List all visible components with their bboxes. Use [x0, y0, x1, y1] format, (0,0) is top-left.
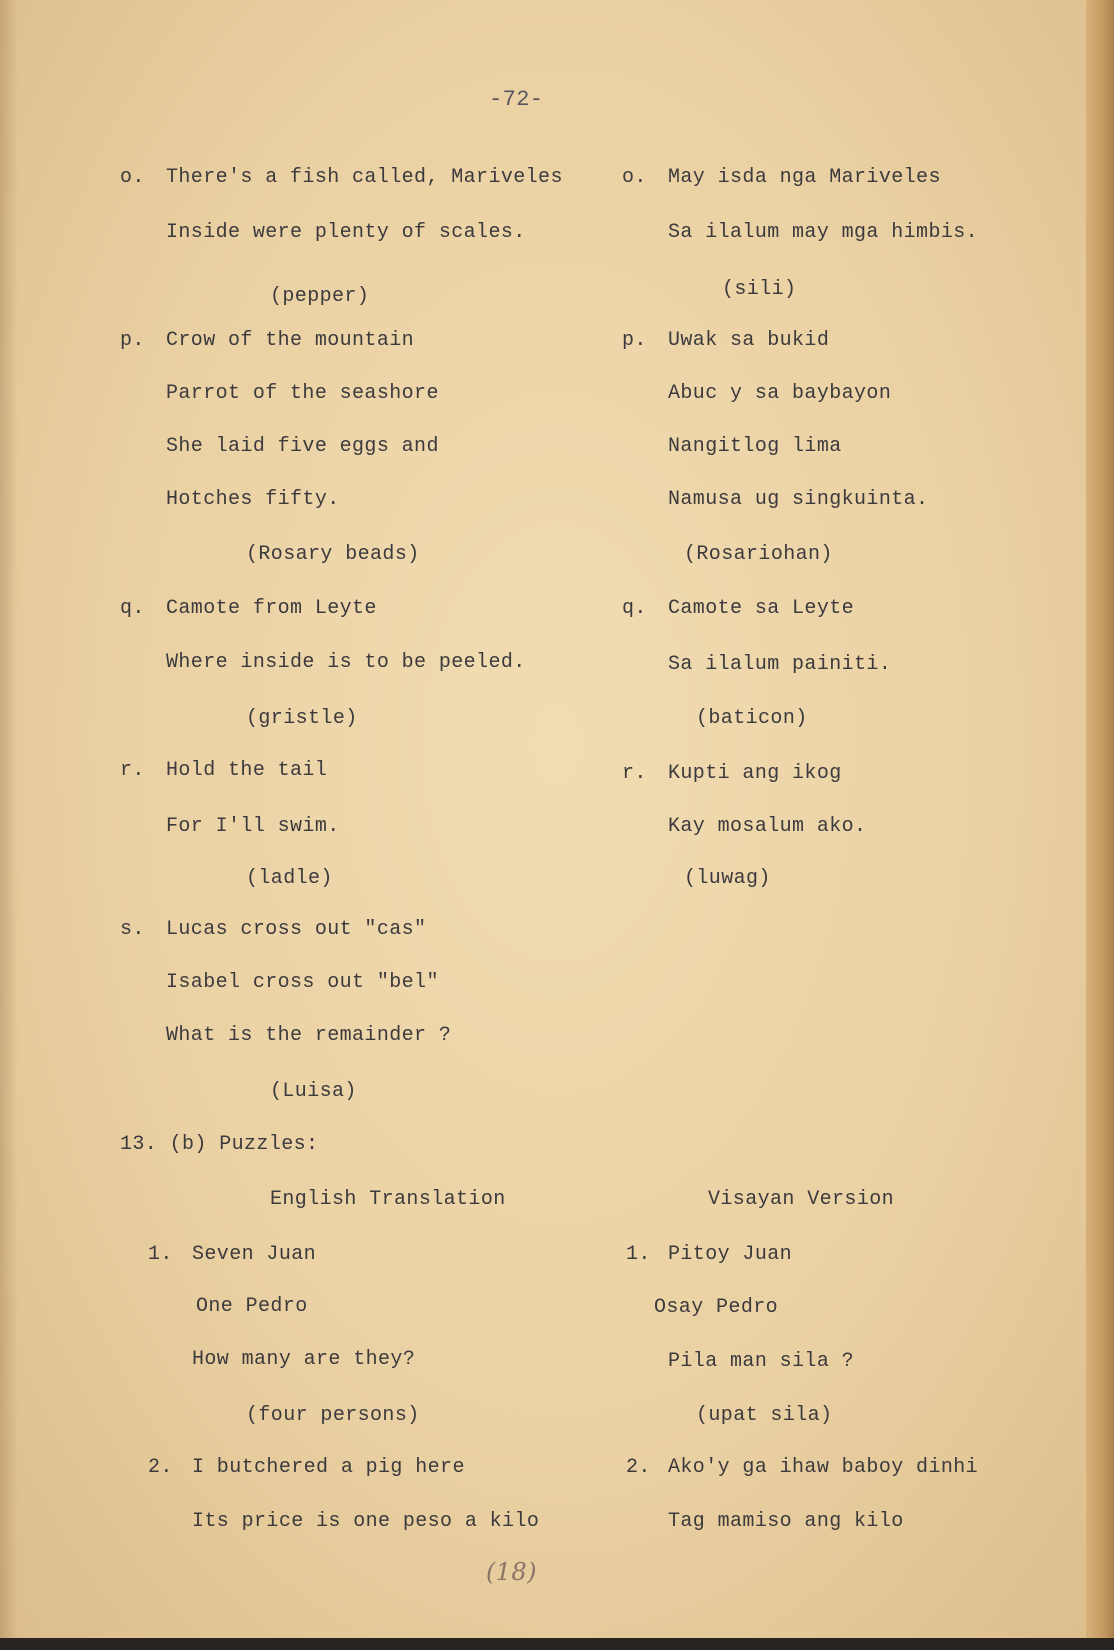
riddle-q-vi-line-2: Sa ilalum painiti. [668, 653, 892, 676]
visayan-column-heading: Visayan Version [708, 1188, 895, 1211]
riddle-p-vi-line-1: Uwak sa bukid [668, 329, 830, 352]
riddle-o-en-line-2: Inside were plenty of scales. [166, 221, 526, 244]
riddle-s-en-line-3: What is the remainder ? [166, 1024, 452, 1047]
riddle-p-en-marker: p. [120, 329, 145, 352]
riddle-p-en-line-1: Crow of the mountain [166, 329, 415, 352]
puzzle-1-vi-line-3: Pila man sila ? [668, 1350, 855, 1373]
riddle-r-en-marker: r. [120, 759, 145, 782]
riddle-p-vi-line-2: Abuc y sa baybayon [668, 382, 892, 405]
puzzle-1-en-marker: 1. [148, 1243, 173, 1266]
puzzle-2-en-line-2: Its price is one peso a kilo [192, 1510, 540, 1533]
riddle-q-en-line-1: Camote from Leyte [166, 597, 377, 620]
riddle-q-vi-marker: q. [622, 597, 647, 620]
puzzle-1-vi-marker: 1. [626, 1243, 651, 1266]
page-left-shadow [0, 0, 18, 1650]
riddle-q-en-line-2: Where inside is to be peeled. [166, 651, 526, 674]
page-right-edge [1086, 0, 1114, 1650]
riddle-p-vi-line-3: Nangitlog lima [668, 435, 842, 458]
riddle-q-en-marker: q. [120, 597, 145, 620]
page-bottom-edge [0, 1638, 1114, 1650]
riddle-s-en-answer: (Luisa) [270, 1080, 357, 1103]
riddle-o-en-marker: o. [120, 166, 145, 189]
riddle-r-en-answer: (ladle) [246, 867, 333, 890]
section-heading: 13. (b) Puzzles: [120, 1133, 319, 1156]
riddle-q-en-answer: (gristle) [246, 707, 358, 730]
riddle-p-vi-marker: p. [622, 329, 647, 352]
riddle-q-vi-line-1: Camote sa Leyte [668, 597, 855, 620]
riddle-r-vi-marker: r. [622, 762, 647, 785]
riddle-r-en-line-2: For I'll swim. [166, 815, 340, 838]
puzzle-1-vi-answer: (upat sila) [696, 1404, 833, 1427]
riddle-p-vi-line-4: Namusa ug singkuinta. [668, 488, 929, 511]
riddle-p-en-line-2: Parrot of the seashore [166, 382, 439, 405]
riddle-r-vi-line-1: Kupti ang ikog [668, 762, 842, 785]
riddle-r-vi-line-2: Kay mosalum ako. [668, 815, 867, 838]
folio-mark: (18) [486, 1558, 537, 1586]
riddle-s-en-marker: s. [120, 918, 145, 941]
riddle-p-vi-answer: (Rosariohan) [684, 543, 833, 566]
riddle-p-en-answer: (Rosary beads) [246, 543, 420, 566]
puzzle-1-en-line-1: Seven Juan [192, 1243, 317, 1266]
riddle-o-en-line-1: There's a fish called, Mariveles [166, 166, 563, 189]
riddle-o-vi-marker: o. [622, 166, 647, 189]
page-number: -72- [489, 87, 544, 112]
puzzle-1-vi-line-2: Osay Pedro [654, 1296, 779, 1319]
riddle-s-en-line-1: Lucas cross out "cas" [166, 918, 427, 941]
riddle-q-vi-answer: (baticon) [696, 707, 808, 730]
riddle-s-en-line-2: Isabel cross out "bel" [166, 971, 439, 994]
riddle-p-en-line-3: She laid five eggs and [166, 435, 439, 458]
riddle-r-vi-answer: (luwag) [684, 867, 771, 890]
puzzle-1-en-line-3: How many are they? [192, 1348, 416, 1371]
riddle-r-en-line-1: Hold the tail [166, 759, 328, 782]
riddle-p-en-line-4: Hotches fifty. [166, 488, 340, 511]
puzzle-2-en-line-1: I butchered a pig here [192, 1456, 465, 1479]
puzzle-1-en-line-2: One Pedro [196, 1295, 308, 1318]
puzzle-1-vi-line-1: Pitoy Juan [668, 1243, 793, 1266]
puzzle-2-vi-line-1: Ako'y ga ihaw baboy dinhi [668, 1456, 979, 1479]
puzzle-2-vi-line-2: Tag mamiso ang kilo [668, 1510, 904, 1533]
english-column-heading: English Translation [270, 1188, 506, 1211]
puzzle-1-en-answer: (four persons) [246, 1404, 420, 1427]
riddle-o-en-answer: (pepper) [270, 285, 370, 308]
puzzle-2-en-marker: 2. [148, 1456, 173, 1479]
riddle-o-vi-line-2: Sa ilalum may mga himbis. [668, 221, 979, 244]
puzzle-2-vi-marker: 2. [626, 1456, 651, 1479]
riddle-o-vi-answer: (sili) [722, 278, 797, 301]
riddle-o-vi-line-1: May isda nga Mariveles [668, 166, 941, 189]
